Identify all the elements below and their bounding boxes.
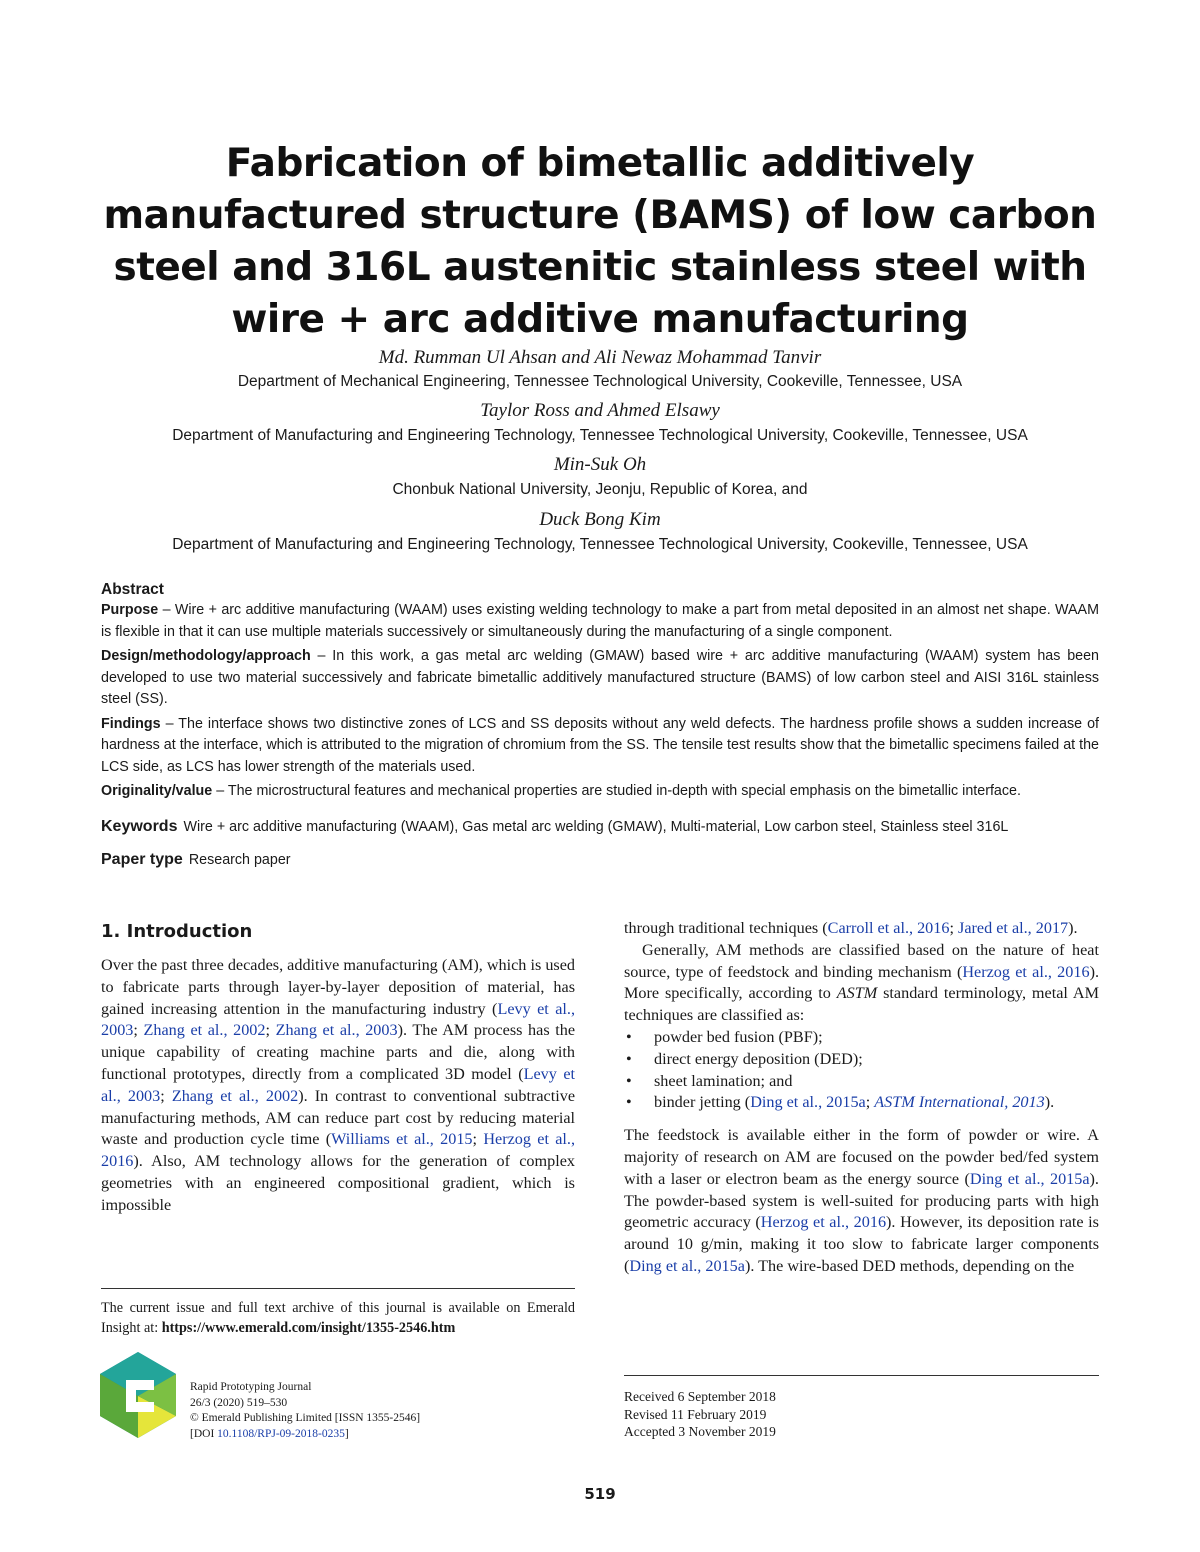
text-run: ). The powder-based system is well-suited for producing parts with high geometric accuracy (	[624, 1169, 1099, 1232]
list-item-text: sheet lamination; and	[654, 1071, 793, 1090]
list-item-text: direct energy deposition (DED);	[654, 1049, 863, 1068]
list-item: • binder jetting (Ding et al., 2015a; ASTM International, 2013).	[626, 1093, 1055, 1112]
accepted-date: Accepted 3 November 2019	[624, 1424, 776, 1439]
list-item-text: powder bed fusion (PBF);	[654, 1027, 823, 1046]
left-column	[101, 955, 575, 1217]
author-affiliation-4: Department of Manufacturing and Engineering Technology, Tennessee Technological University, Cookeville, Tennessee, USA	[172, 536, 1028, 553]
emerald-logo-icon	[98, 1350, 178, 1440]
title-line-1: Fabrication of bimetallic additively	[225, 141, 975, 186]
text-run: ;	[865, 1093, 875, 1112]
journal-name: Rapid Prototyping Journal	[190, 1381, 312, 1393]
publisher-line: © Emerald Publishing Limited [ISSN 1355-2546]	[190, 1412, 421, 1424]
keywords-text: Wire + arc additive manufacturing (WAAM), Gas metal arc welding (GMAW), Multi-material, Low carbon steel, Stainless steel 316L	[183, 819, 1009, 835]
section-heading-introduction: 1. Introduction	[101, 921, 253, 942]
originality-text: – The microstructural features and mechanical properties are studied in-depth with special emphasis on the bimetallic interface.	[212, 783, 1021, 799]
keywords-label: Keywords	[101, 818, 178, 835]
journal-volume: 26/3 (2020) 519–530	[190, 1396, 288, 1409]
abstract-design	[101, 646, 1099, 711]
text-run-italic: ASTM	[836, 984, 878, 1003]
text-run: ;	[133, 1021, 144, 1040]
page-number: 519	[584, 1485, 616, 1503]
received-date: Received 6 September 2018	[624, 1389, 776, 1404]
design-label: Design/methodology/approach	[101, 648, 311, 664]
abstract-findings	[101, 714, 1099, 779]
journal-archive-note	[101, 1298, 575, 1338]
citation-link[interactable]: Levy et al., 2003	[101, 999, 575, 1040]
footer-divider-left	[101, 1288, 575, 1289]
citation-link[interactable]: Zhang et al., 2002	[171, 1086, 299, 1105]
text-run: ). More specifically, according to	[624, 962, 1099, 1003]
originality-label: Originality/value	[101, 783, 213, 799]
list-item: • sheet lamination; and	[626, 1071, 793, 1090]
text-run: ;	[472, 1130, 484, 1149]
design-text: – In this work, a gas metal arc welding (GMAW) based wire + arc additive manufacturing (WAAM) system has been developed to use two material successively and fabricate bimetallic additively manufactured structure (BAMS) of low carbon steel and AISI 316L stainless steel (SS).	[101, 648, 1099, 707]
author-names-2: Taylor Ross and Ahmed Elsawy	[480, 400, 720, 421]
citation-link[interactable]: Ding et al., 2015a	[969, 1169, 1090, 1188]
text-run: Over the past three decades, additive manufacturing (AM), which is used to fabricate parts through layer-by-layer deposition of material, has gained increasing attention in the manufacturing industry (	[101, 956, 575, 1018]
text-run: binder jetting (	[654, 1093, 751, 1112]
paper-type-text: Research paper	[188, 852, 291, 868]
text-run: Generally, AM methods are classified based on the nature of heat source, type of feedstock and binding mechanism (	[624, 940, 1099, 981]
text-run: ;	[265, 1021, 276, 1040]
purpose-text: – Wire + arc additive manufacturing (WAAM) uses existing welding technology to make a part from metal deposited in an almost net shape. WAAM is flexible in that it can use multiple materials successively or simultaneously during the manufacturing of a single component.	[101, 602, 1099, 640]
revised-date: Revised 11 February 2019	[624, 1406, 767, 1422]
text-run: ).	[1044, 1093, 1055, 1112]
author-names-1: Md. Rumman Ul Ahsan and Ali Newaz Mohammad Tanvir	[378, 347, 822, 368]
am-classification-list	[624, 1027, 1099, 1114]
text-run: standard terminology, metal AM techniques are classified as:	[624, 984, 1099, 1025]
citation-link[interactable]: Williams et al., 2015	[331, 1130, 473, 1149]
intro-paragraph-2	[624, 940, 1099, 1027]
abstract-heading: Abstract	[101, 581, 164, 598]
archive-text: The current issue and full text archive of this journal is available on Emerald Insight at:	[101, 1300, 575, 1336]
abstract-purpose	[101, 600, 1099, 643]
archive-url-link[interactable]: https://www.emerald.com/insight/1355-2546.htm	[161, 1320, 456, 1336]
intro-paragraph-3	[624, 1125, 1099, 1278]
doi-link[interactable]: 10.1108/RPJ-09-2018-0235	[217, 1427, 345, 1440]
doi-prefix: [DOI	[190, 1427, 218, 1440]
author-names-4: Duck Bong Kim	[539, 509, 661, 530]
doi-line	[190, 1427, 420, 1443]
findings-label: Findings	[101, 715, 161, 732]
text-run: The feedstock is available either in the form of powder or wire. A majority of research on AM are focused on the powder bed/fed system with a laser or electron beam as the energy source (	[624, 1126, 1099, 1188]
citation-link[interactable]: Jared et al., 2017	[958, 919, 1069, 937]
citation-link[interactable]: Zhang et al., 2003	[275, 1021, 398, 1040]
text-run: ). In contrast to conventional subtractive manufacturing methods, AM can reduce part cost by reducing material waste and production cycle time (	[101, 1086, 575, 1149]
text-run: ;	[949, 919, 959, 937]
journal-info	[190, 1380, 420, 1442]
text-run: ). Also, AM technology allows for the generation of complex geometries with an engineered compositional gradient, which is impossible	[101, 1152, 575, 1214]
paper-type	[101, 849, 1101, 871]
citation-link[interactable]: Herzog et al., 2016	[101, 1130, 576, 1171]
author-affiliation-3: Chonbuk National University, Jeonju, Republic of Korea, and	[392, 481, 808, 498]
citation-link[interactable]: Carroll et al., 2016	[827, 919, 950, 937]
paper-type-label: Paper type	[101, 851, 183, 868]
findings-text: – The interface shows two distinctive zones of LCS and SS deposits without any weld defects. The hardness profile shows a sudden increase of hardness at the interface, which is attributed to the migration of chromium from the SS. The tensile test results show that the bimetallic specimens failed at the LCS side, as LCS has lower strength of the materials used.	[101, 715, 1099, 775]
text-run: through traditional techniques (	[624, 919, 828, 937]
citation-link[interactable]: Zhang et al., 2002	[143, 1021, 266, 1040]
citation-link[interactable]: Levy et al., 2003	[101, 1064, 576, 1105]
citation-link[interactable]: Herzog et al., 2016	[962, 962, 1090, 981]
text-run: ). The wire-based DED methods, depending on the	[744, 1256, 1075, 1275]
text-run: ).	[1068, 919, 1078, 937]
abstract-originality	[101, 781, 1099, 803]
citation-link[interactable]: ASTM International, 2013	[874, 1093, 1045, 1112]
list-item: • powder bed fusion (PBF);	[626, 1027, 823, 1046]
title-line-3: steel and 316L austenitic stainless steel with	[113, 245, 1087, 290]
abstract	[101, 580, 1099, 806]
paper-title	[80, 138, 1120, 346]
title-line-2: manufactured structure (BAMS) of low carbon	[103, 193, 1097, 238]
text-run: ). The AM process has the unique capability of creating machine parts and die, along with functional prototypes, directly from a complicated 3D model (	[101, 1021, 576, 1083]
text-run: ). However, its deposition rate is around 10 g/min, making it too slow to fabricate larger components (	[624, 1213, 1099, 1275]
footer-divider-right	[624, 1375, 1099, 1376]
list-item: • direct energy deposition (DED);	[626, 1049, 863, 1068]
title-line-4: wire + arc additive manufacturing	[231, 297, 969, 342]
citation-link[interactable]: Ding et al., 2015a	[750, 1093, 866, 1112]
author-affiliation-2: Department of Manufacturing and Engineering Technology, Tennessee Technological University, Cookeville, Tennessee, USA	[172, 427, 1028, 444]
keywords	[101, 816, 1101, 838]
citation-link[interactable]: Herzog et al., 2016	[760, 1213, 887, 1232]
purpose-label: Purpose	[101, 602, 159, 618]
article-dates	[624, 1388, 776, 1441]
text-run: ;	[160, 1086, 172, 1105]
intro-paragraph-1	[101, 955, 575, 1217]
author-affiliation-1: Department of Mechanical Engineering, Tennessee Technological University, Cookeville, Tennessee, USA	[237, 373, 963, 390]
right-column	[624, 918, 1099, 1278]
author-names-3: Min-Suk Oh	[553, 454, 647, 475]
citation-link[interactable]: Ding et al., 2015a	[629, 1256, 745, 1275]
doi-suffix: ]	[344, 1427, 349, 1440]
intro-paragraph-1-continued	[624, 918, 1099, 940]
